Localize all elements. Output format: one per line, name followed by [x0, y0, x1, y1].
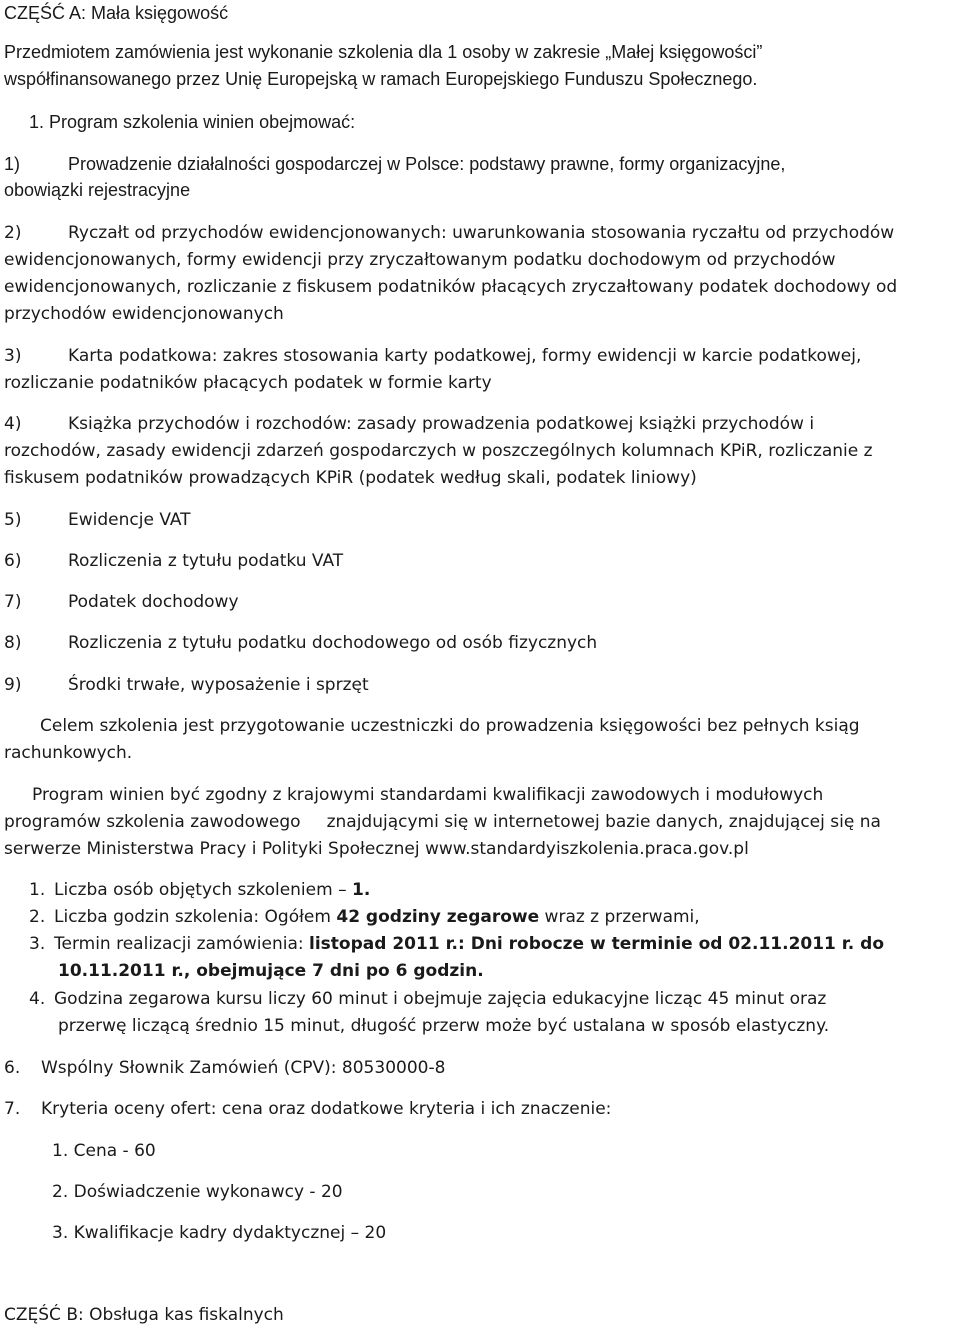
program-item-3 [4, 343, 958, 370]
detail-number: 2. [29, 907, 46, 927]
program-item-2 [4, 220, 958, 247]
criteria-number: 7. [4, 1099, 21, 1119]
item-text: Rozliczenia z tytułu podatku VAT [68, 551, 344, 571]
detail-label: Godzina zegarowa kursu liczy 60 minut i obejmuje zajęcia edukacyjne licząc 45 minut oraz [54, 989, 827, 1009]
item-number: 3) [4, 346, 22, 366]
compliance-line-2a: programów szkolenia zawodowego [4, 812, 301, 832]
detail-item-3-cont [58, 958, 958, 985]
detail-label: Termin realizacji zamówienia: [54, 934, 310, 954]
detail-item-3 [29, 931, 958, 958]
criteria-line [4, 1096, 958, 1123]
detail-tail: wraz z przerwami, [539, 907, 700, 927]
section-b-title: CZĘŚĆ B: Obsługa kas fiskalnych [4, 1305, 284, 1325]
cpv-number: 6. [4, 1058, 21, 1078]
detail-item-1 [29, 877, 958, 904]
program-item-3-cont: rozliczanie podatników płacących podatek w formie karty [4, 373, 492, 393]
criteria-item-3: 3. Kwalifikacje kadry dydaktycznej – 20 [52, 1223, 387, 1243]
program-item-2-cont-3: przychodów ewidencjonowanych [4, 304, 284, 324]
detail-number: 1. [29, 880, 46, 900]
item-number: 4) [4, 414, 22, 434]
compliance-line-1: Program winien być zgodny z krajowymi standardami kwalifikacji zawodowych i modułowych [32, 785, 824, 805]
detail-item-4 [29, 986, 958, 1013]
compliance-line-2 [4, 809, 958, 836]
detail-bold: 1. [351, 880, 371, 900]
program-item-8 [4, 630, 958, 657]
detail-item-4-cont: przerwę liczącą średnio 15 minut, długość przerw może być ustalana w sposób elastyczny. [58, 1016, 830, 1036]
item-text: Ewidencje VAT [68, 510, 191, 530]
item-text: Podatek dochodowy [68, 592, 239, 612]
item-number: 9) [4, 675, 22, 695]
section-a-title: CZĘŚĆ A: Mała księgowość [4, 3, 229, 23]
criteria-text: Kryteria oceny ofert: cena oraz dodatkowe kryteria i ich znaczenie: [41, 1099, 612, 1119]
cpv-line [4, 1055, 958, 1082]
program-item-9 [4, 672, 958, 699]
detail-label: Liczba godzin szkolenia: Ogółem [54, 907, 337, 927]
item-number: 8) [4, 633, 22, 653]
goal-line-1: Celem szkolenia jest przygotowanie uczestniczki do prowadzenia księgowości bez pełnych ksiąg [40, 716, 860, 736]
intro-line-2: współfinansowanego przez Unię Europejską w ramach Europejskiego Funduszu Społecznego. [4, 69, 758, 89]
program-item-2-cont-1: ewidencjonowanych, formy ewidencji przy zryczałtowanym podatku dochodowym od przychodów [4, 250, 836, 270]
item-number: 6) [4, 551, 22, 571]
program-item-6 [4, 548, 958, 575]
item-number: 2) [4, 223, 22, 243]
item-number: 5) [4, 510, 22, 530]
detail-item-2 [29, 904, 958, 931]
program-item-5 [4, 507, 958, 534]
program-item-4-cont-1: rozchodów, zasady ewidencji zdarzeń gospodarczych w poszczególnych kolumnach KPiR, rozliczanie z [4, 441, 873, 461]
item-number: 1) [4, 154, 21, 174]
item-text: Rozliczenia z tytułu podatku dochodowego od osób fizycznych [68, 633, 598, 653]
intro-line-1: Przedmiotem zamówienia jest wykonanie szkolenia dla 1 osoby w zakresie „Małej księgowości” [4, 42, 763, 62]
cpv-text: Wspólny Słownik Zamówień (CPV): 80530000-8 [41, 1058, 446, 1078]
item-text: Karta podatkowa: zakres stosowania karty podatkowej, formy ewidencji w karcie podatkowej, [68, 346, 862, 366]
goal-line-2: rachunkowych. [4, 743, 133, 763]
detail-bold: 42 godziny zegarowe [336, 907, 540, 927]
item-number: 7) [4, 592, 22, 612]
detail-label: Liczba osób objętych szkoleniem – [54, 880, 352, 900]
criteria-item-2: 2. Doświadczenie wykonawcy - 20 [52, 1182, 343, 1202]
detail-number: 3. [29, 934, 46, 954]
program-item-4-cont-2: fiskusem podatników prowadzących KPiR (podatek według skali, podatek liniowy) [4, 468, 697, 488]
program-item-7 [4, 589, 958, 616]
program-item-4 [4, 411, 958, 438]
program-item-1-cont: obowiązki rejestracyjne [4, 180, 191, 200]
compliance-line-2b: znajdującymi się w internetowej bazie danych, znajdującej się na [326, 812, 881, 832]
compliance-line-3: serwerze Ministerstwa Pracy i Polityki Społecznej www.standardyiszkolenia.praca.gov.pl [4, 839, 749, 859]
program-item-1 [4, 151, 958, 178]
detail-number: 4. [29, 989, 46, 1009]
item-text: Książka przychodów i rozchodów: zasady prowadzenia podatkowej książki przychodów i [68, 414, 815, 434]
program-item-2-cont-2: ewidencjonowanych, rozliczanie z fiskusem podatników płacących zryczałtowany podatek dochodowy od [4, 277, 898, 297]
criteria-item-1: 1. Cena - 60 [52, 1141, 156, 1161]
detail-bold-cont: 10.11.2011 r., obejmujące 7 dni po 6 godzin. [58, 961, 484, 981]
item-text: Środki trwałe, wyposażenie i sprzęt [68, 675, 369, 695]
program-heading: 1. Program szkolenia winien obejmować: [29, 112, 356, 132]
detail-bold: listopad 2011 r.: Dni robocze w terminie od 02.11.2011 r. do [309, 934, 884, 954]
item-text: Ryczałt od przychodów ewidencjonowanych: uwarunkowania stosowania ryczałtu od przychodów [68, 223, 895, 243]
item-text: Prowadzenie działalności gospodarczej w Polsce: podstawy prawne, formy organizacyjne, [68, 154, 786, 174]
